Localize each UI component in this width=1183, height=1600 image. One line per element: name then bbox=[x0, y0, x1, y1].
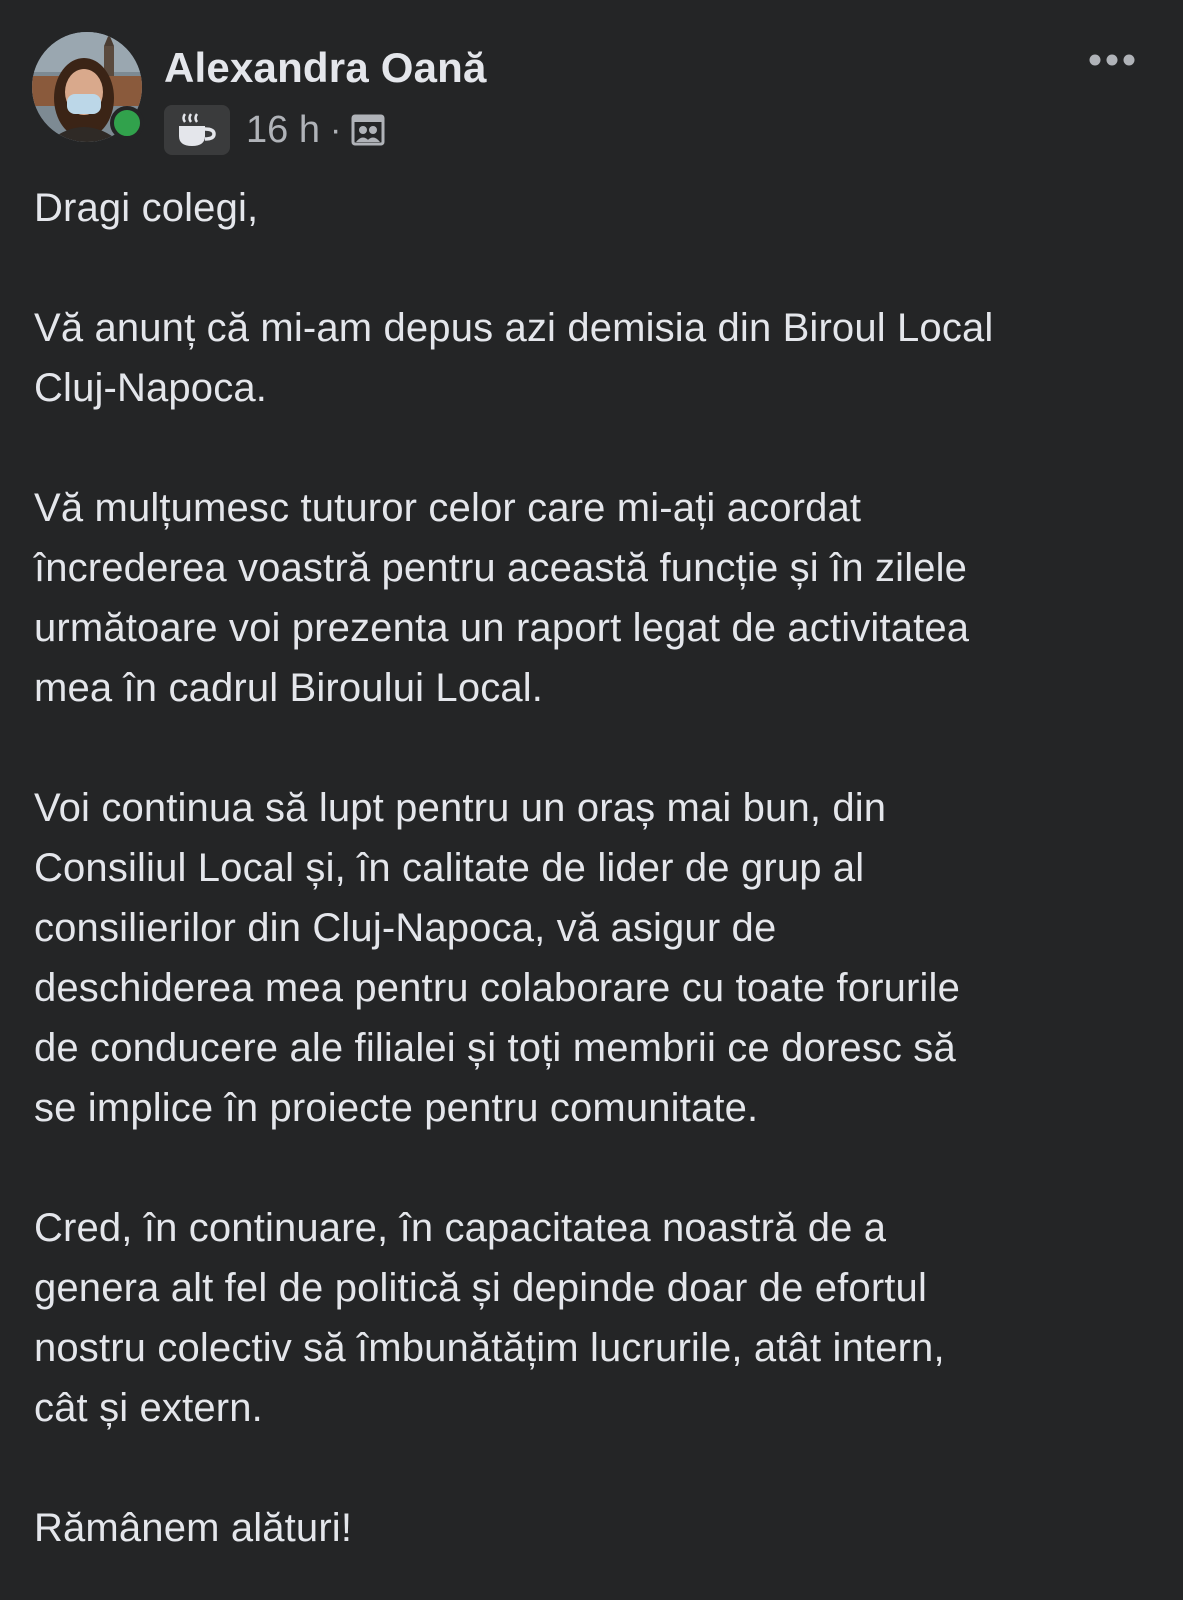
post-text bbox=[34, 178, 1154, 1558]
group-audience-icon[interactable] bbox=[351, 114, 385, 146]
meta-separator: · bbox=[329, 110, 342, 149]
coffee-cup-icon[interactable] bbox=[164, 105, 230, 155]
post-paragraph: Cred, în continuare, în capacitatea noastră de a genera alt fel de politică și depinde doar de efortul nostru colectiv să îmbunătățim lucrurile, atât intern, cât și extern. bbox=[34, 1206, 945, 1430]
post-timestamp[interactable]: 16 h bbox=[246, 108, 320, 151]
author-avatar[interactable] bbox=[32, 32, 142, 142]
post-paragraph: Rămânem alături! bbox=[34, 1506, 353, 1550]
post-meta bbox=[164, 104, 385, 156]
post-paragraph: Dragi colegi, bbox=[34, 186, 259, 230]
post-paragraph: Voi continua să lupt pentru un oraș mai bun, din Consiliul Local și, în calitate de lider de grup al consilierilor din Cluj-Napoca, vă asigur de deschiderea mea pentru colaborare cu toate forurile de conducere ale filialei și toți membrii ce doresc să se implice în proiecte pentru comunitate. bbox=[34, 786, 960, 1130]
more-options-icon[interactable] bbox=[1082, 40, 1142, 80]
post-paragraph: Vă anunț că mi-am depus azi demisia din Biroul Local Cluj-Napoca. bbox=[34, 306, 994, 410]
author-name[interactable]: Alexandra Oană bbox=[164, 44, 487, 91]
post-paragraph: Vă mulțumesc tuturor celor care mi-ați acordat încrederea voastră pentru această funcție și în zilele următoare voi prezenta un raport legat de activitatea mea în cadrul Biroului Local. bbox=[34, 486, 970, 710]
post-header bbox=[32, 32, 1152, 152]
online-status-icon bbox=[110, 106, 144, 140]
